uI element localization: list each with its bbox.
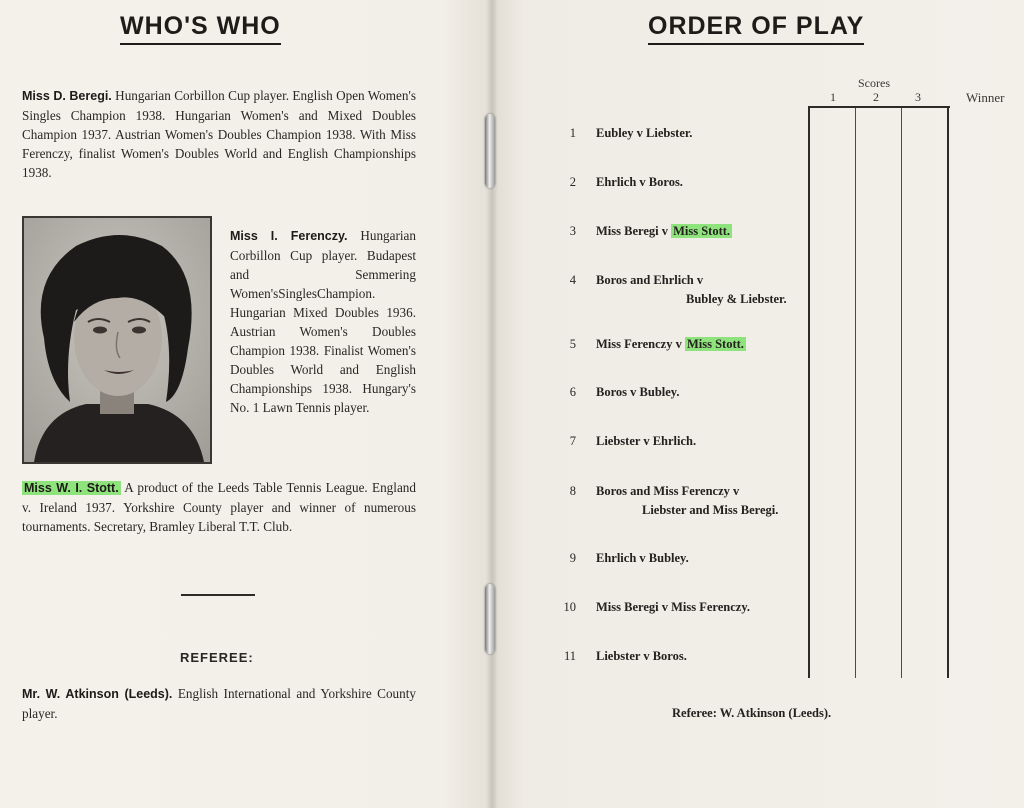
match-number: 8 (569, 484, 576, 498)
match-number: 11 (563, 649, 576, 663)
match-number: 4 (569, 273, 576, 287)
score-grid-line (947, 108, 949, 678)
match-line: Eubley v Liebster. (596, 126, 693, 140)
match-line: Ehrlich v Bubley. (596, 551, 689, 565)
referee-heading: REFEREE: (180, 650, 254, 665)
bio-ferenczy (230, 226, 416, 417)
scores-label: Scores (858, 76, 890, 90)
match-line-2: Bubley & Liebster. (686, 292, 787, 306)
staple-top (485, 114, 495, 188)
bio-stott (22, 478, 416, 536)
score-column-1: 1 (830, 90, 836, 104)
score-grid-top (808, 106, 950, 108)
match-number: 10 (563, 600, 576, 614)
section-divider (181, 594, 255, 596)
whos-who-heading: WHO'S WHO (120, 12, 281, 45)
match-line: Boros and Ehrlich v (596, 273, 704, 287)
bio-name: Miss I. Ferenczy. (230, 229, 348, 243)
bio-text: Hungarian Corbillon Cup player. Budapest and Semmering Women'sSinglesChampion. Hungarian Mixed Doubles 1936. Austrian Women's Doubles Champion 1938. Finalist Women's Doubles World and English Championships 1938. Hungary's No. 1 Lawn Tennis player. (230, 228, 417, 415)
match-line-2: Liebster and Miss Beregi. (642, 503, 779, 517)
bio-beregi (22, 86, 416, 182)
match-line: Ehrlich v Boros. (596, 175, 683, 189)
score-column-3: 3 (915, 90, 921, 104)
match-number: 2 (569, 175, 576, 189)
score-grid-line (901, 108, 902, 678)
match-player: Miss Ferenczy v (596, 337, 685, 351)
bio-text: English International and Yorkshire County player. (22, 686, 417, 721)
match-player-highlighted: Miss Stott. (673, 224, 731, 238)
referee-footer: Referee: W. Atkinson (Leeds). (672, 706, 832, 720)
score-grid-line (808, 108, 810, 678)
match-number: 9 (569, 551, 576, 565)
winner-label: Winner (966, 90, 1005, 105)
bio-name: Mr. W. Atkinson (Leeds). (22, 687, 173, 701)
bio-referee (22, 684, 416, 723)
match-line (596, 337, 746, 352)
match-line (596, 224, 732, 239)
bio-name: Miss W. I. Stott. (24, 481, 119, 495)
match-number: 6 (569, 385, 576, 399)
bio-text: A product of the Leeds Table Tennis League. England v. Ireland 1937. Yorkshire County player and winner of numerous tournaments. Secretary, Bramley Liberal T.T. Club. (22, 480, 416, 534)
match-player: Miss Beregi v (596, 224, 672, 238)
match-line: Miss Beregi v Miss Ferenczy. (596, 600, 751, 614)
match-number: 1 (569, 126, 576, 140)
score-column-2: 2 (873, 90, 879, 104)
match-line: Liebster v Ehrlich. (596, 434, 697, 448)
match-number: 7 (569, 434, 576, 448)
match-player-highlighted: Miss Stott. (686, 337, 744, 351)
portrait-photo (22, 216, 212, 464)
match-line: Boros v Bubley. (596, 385, 680, 399)
portrait-image (24, 218, 210, 462)
score-grid-line (855, 108, 856, 678)
order-of-play-heading: ORDER OF PLAY (648, 12, 864, 45)
match-line: Liebster v Boros. (596, 649, 687, 663)
right-page (492, 0, 1024, 808)
match-number: 5 (569, 337, 576, 351)
match-number: 3 (569, 224, 576, 238)
bio-text: Hungarian Corbillon Cup player. English Open Women's Singles Champion 1938. Hungarian Women's and Mixed Doubles Champion 1937. Austrian Women's Doubles Champion 1938. With Miss Ferenczy, finalist Women's Doubles World and English Championships 1938. (22, 88, 416, 180)
staple-bottom (485, 584, 495, 654)
bio-name: Miss D. Beregi. (22, 89, 112, 103)
match-line: Boros and Miss Ferenczy v (596, 484, 740, 498)
